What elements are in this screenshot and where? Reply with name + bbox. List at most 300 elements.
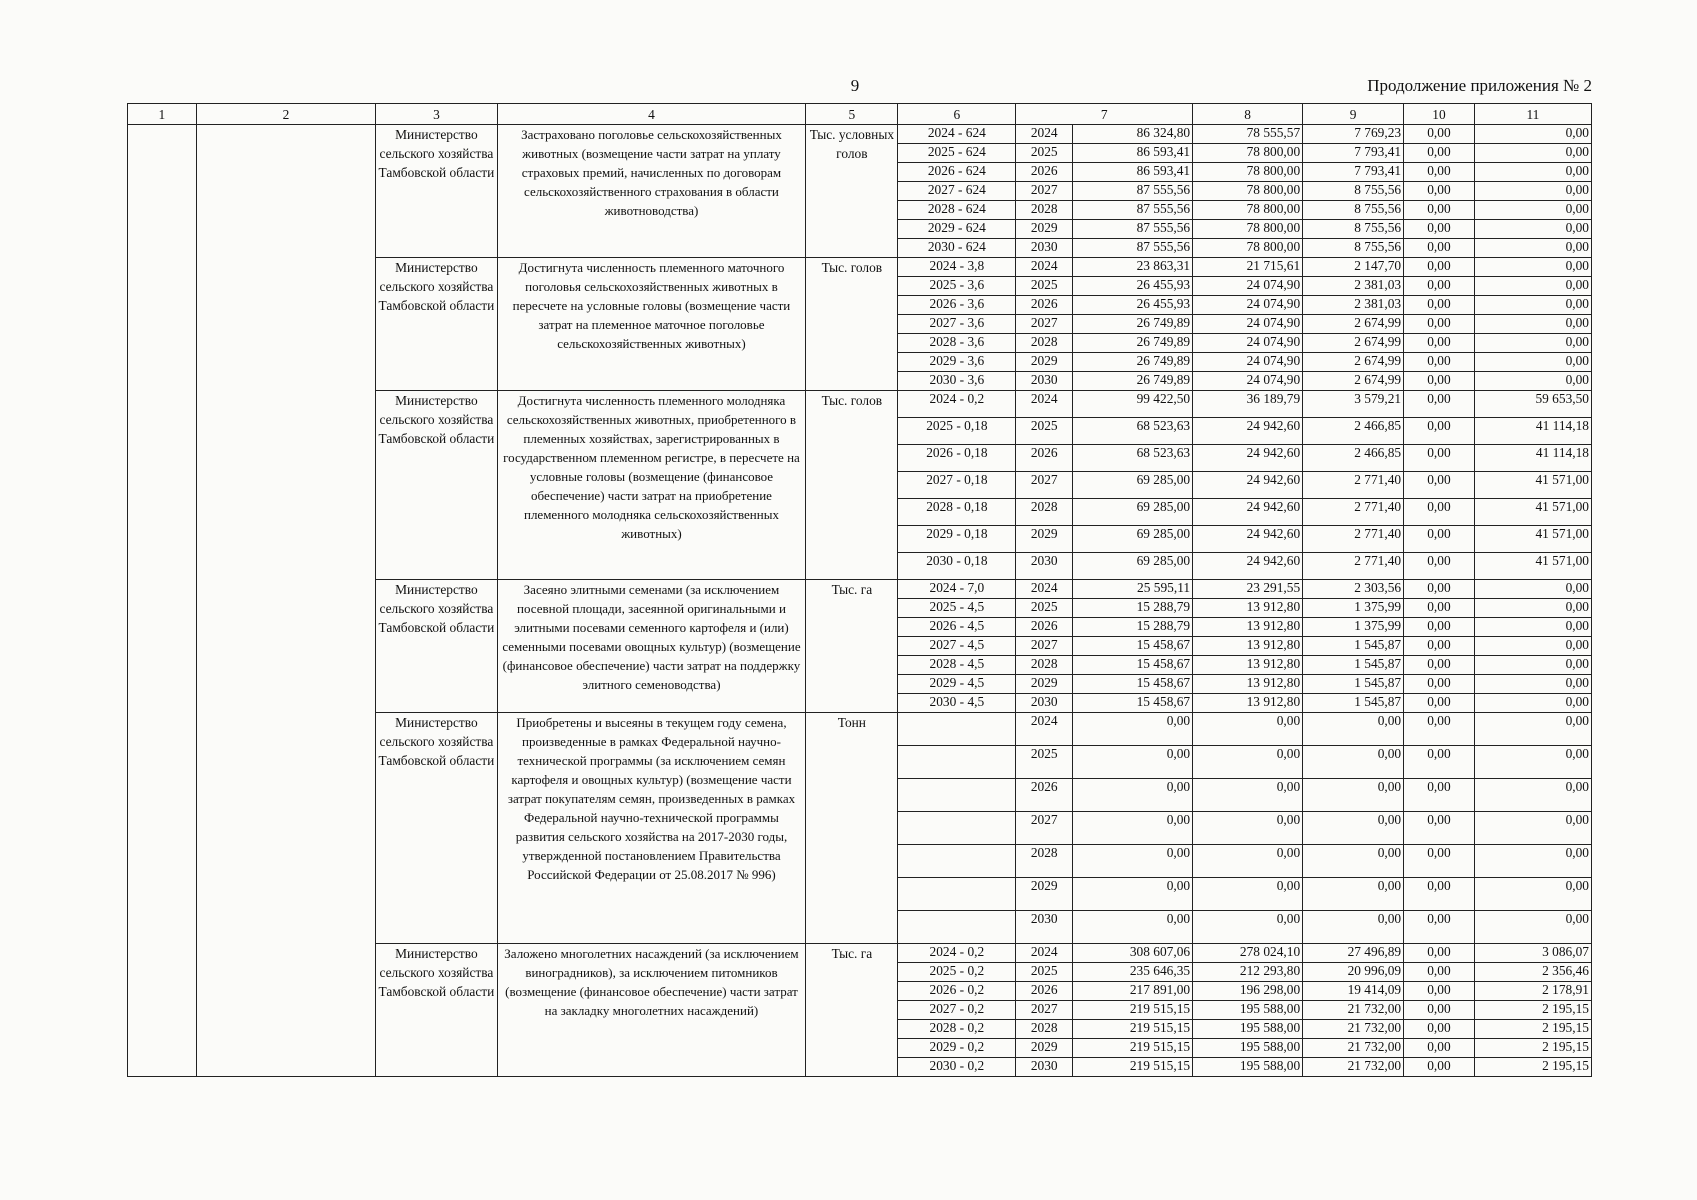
federal-budget-amount: 24 942,60 (1193, 472, 1303, 499)
year: 2029 (1016, 675, 1073, 694)
total-amount: 86 593,41 (1072, 163, 1192, 182)
local-budget-amount: 0,00 (1404, 372, 1475, 391)
total-amount: 0,00 (1072, 713, 1192, 746)
year: 2024 (1016, 258, 1073, 277)
federal-budget-amount: 24 074,90 (1193, 277, 1303, 296)
extrabudgetary-amount: 41 114,18 (1474, 418, 1591, 445)
local-budget-amount: 0,00 (1404, 144, 1475, 163)
column-header: 4 (497, 104, 806, 125)
extrabudgetary-amount: 2 195,15 (1474, 1058, 1591, 1077)
year: 2027 (1016, 637, 1073, 656)
indicator-description: Приобретены и высеяны в текущем году семена, произведенные в рамках Федеральной научно-технической программы (за исключением семян картофеля и овощных культур) (возмещение части затрат покупателям семян, произведенных в рамках Федеральной научно-технической программы развития сельского хозяйства на 2017-2030 годы, утвержденной постановлением Правительства Российской Федерации от 25.08.2017 № 996) (497, 713, 806, 944)
extrabudgetary-amount: 0,00 (1474, 372, 1591, 391)
federal-budget-amount: 24 942,60 (1193, 526, 1303, 553)
local-budget-amount: 0,00 (1404, 713, 1475, 746)
local-budget-amount: 0,00 (1404, 334, 1475, 353)
target-value: 2029 - 3,6 (898, 353, 1016, 372)
target-value (898, 878, 1016, 911)
federal-budget-amount: 24 074,90 (1193, 353, 1303, 372)
local-budget-amount: 0,00 (1404, 315, 1475, 334)
regional-budget-amount: 2 381,03 (1303, 296, 1404, 315)
target-value: 2030 - 0,18 (898, 553, 1016, 580)
regional-budget-amount: 1 545,87 (1303, 656, 1404, 675)
column-header: 6 (898, 104, 1016, 125)
federal-budget-amount: 0,00 (1193, 845, 1303, 878)
regional-budget-amount: 20 996,09 (1303, 963, 1404, 982)
target-value: 2025 - 4,5 (898, 599, 1016, 618)
indicator-description: Заложено многолетних насаждений (за исключением виноградников), за исключением питомников (возмещение (финансовое обеспечение) части затрат на закладку многолетних насаждений) (497, 944, 806, 1077)
year: 2026 (1016, 779, 1073, 812)
total-amount: 15 288,79 (1072, 599, 1192, 618)
target-value: 2024 - 0,2 (898, 944, 1016, 963)
total-amount: 219 515,15 (1072, 1058, 1192, 1077)
table-body (128, 125, 1592, 1077)
regional-budget-amount: 2 771,40 (1303, 553, 1404, 580)
federal-budget-amount: 21 715,61 (1193, 258, 1303, 277)
year: 2026 (1016, 296, 1073, 315)
total-amount: 69 285,00 (1072, 499, 1192, 526)
local-budget-amount: 0,00 (1404, 911, 1475, 944)
local-budget-amount: 0,00 (1404, 1001, 1475, 1020)
target-value: 2029 - 0,18 (898, 526, 1016, 553)
regional-budget-amount: 0,00 (1303, 713, 1404, 746)
target-value: 2029 - 624 (898, 220, 1016, 239)
total-amount: 26 455,93 (1072, 277, 1192, 296)
regional-budget-amount: 2 466,85 (1303, 445, 1404, 472)
local-budget-amount: 0,00 (1404, 1020, 1475, 1039)
year: 2030 (1016, 1058, 1073, 1077)
extrabudgetary-amount: 0,00 (1474, 746, 1591, 779)
regional-budget-amount: 2 771,40 (1303, 526, 1404, 553)
regional-budget-amount: 21 732,00 (1303, 1058, 1404, 1077)
regional-budget-amount: 0,00 (1303, 812, 1404, 845)
local-budget-amount: 0,00 (1404, 637, 1475, 656)
year: 2025 (1016, 746, 1073, 779)
local-budget-amount: 0,00 (1404, 472, 1475, 499)
extrabudgetary-amount: 2 356,46 (1474, 963, 1591, 982)
local-budget-amount: 0,00 (1404, 580, 1475, 599)
unit-of-measure: Тыс. га (806, 944, 898, 1077)
responsible-ministry: Министерство сельского хозяйства Тамбовской области (376, 944, 497, 1077)
local-budget-amount: 0,00 (1404, 296, 1475, 315)
regional-budget-amount: 19 414,09 (1303, 982, 1404, 1001)
extrabudgetary-amount: 0,00 (1474, 125, 1591, 144)
local-budget-amount: 0,00 (1404, 599, 1475, 618)
target-value: 2024 - 624 (898, 125, 1016, 144)
extrabudgetary-amount: 0,00 (1474, 353, 1591, 372)
federal-budget-amount: 78 800,00 (1193, 182, 1303, 201)
responsible-ministry: Министерство сельского хозяйства Тамбовской области (376, 258, 497, 391)
year: 2026 (1016, 445, 1073, 472)
year: 2026 (1016, 982, 1073, 1001)
total-amount: 87 555,56 (1072, 201, 1192, 220)
target-value: 2030 - 3,6 (898, 372, 1016, 391)
extrabudgetary-amount: 0,00 (1474, 144, 1591, 163)
total-amount: 69 285,00 (1072, 526, 1192, 553)
total-amount: 217 891,00 (1072, 982, 1192, 1001)
regional-budget-amount: 0,00 (1303, 845, 1404, 878)
total-amount: 308 607,06 (1072, 944, 1192, 963)
target-value: 2027 - 624 (898, 182, 1016, 201)
federal-budget-amount: 212 293,80 (1193, 963, 1303, 982)
federal-budget-amount: 24 074,90 (1193, 334, 1303, 353)
regional-budget-amount: 2 381,03 (1303, 277, 1404, 296)
extrabudgetary-amount: 0,00 (1474, 258, 1591, 277)
extrabudgetary-amount: 0,00 (1474, 277, 1591, 296)
target-value: 2026 - 0,2 (898, 982, 1016, 1001)
federal-budget-amount: 0,00 (1193, 746, 1303, 779)
year: 2027 (1016, 182, 1073, 201)
total-amount: 0,00 (1072, 746, 1192, 779)
target-value (898, 845, 1016, 878)
total-amount: 219 515,15 (1072, 1039, 1192, 1058)
target-value (898, 746, 1016, 779)
total-amount: 68 523,63 (1072, 445, 1192, 472)
extrabudgetary-amount: 41 571,00 (1474, 499, 1591, 526)
regional-budget-amount: 3 579,21 (1303, 391, 1404, 418)
regional-budget-amount: 0,00 (1303, 878, 1404, 911)
target-value: 2027 - 0,18 (898, 472, 1016, 499)
federal-budget-amount: 78 555,57 (1193, 125, 1303, 144)
responsible-ministry: Министерство сельского хозяйства Тамбовской области (376, 713, 497, 944)
year: 2029 (1016, 526, 1073, 553)
year: 2024 (1016, 391, 1073, 418)
unit-of-measure: Тыс. голов (806, 258, 898, 391)
target-value: 2028 - 4,5 (898, 656, 1016, 675)
local-budget-amount: 0,00 (1404, 553, 1475, 580)
federal-budget-amount: 78 800,00 (1193, 239, 1303, 258)
federal-budget-amount: 24 942,60 (1193, 553, 1303, 580)
regional-budget-amount: 1 545,87 (1303, 694, 1404, 713)
regional-budget-amount: 1 545,87 (1303, 637, 1404, 656)
year: 2027 (1016, 472, 1073, 499)
federal-budget-amount: 196 298,00 (1193, 982, 1303, 1001)
column-header: 5 (806, 104, 898, 125)
target-value: 2027 - 3,6 (898, 315, 1016, 334)
local-budget-amount: 0,00 (1404, 499, 1475, 526)
federal-budget-amount: 24 074,90 (1193, 372, 1303, 391)
regional-budget-amount: 7 769,23 (1303, 125, 1404, 144)
federal-budget-amount: 24 942,60 (1193, 499, 1303, 526)
local-budget-amount: 0,00 (1404, 618, 1475, 637)
regional-budget-amount: 0,00 (1303, 746, 1404, 779)
target-value: 2024 - 3,8 (898, 258, 1016, 277)
local-budget-amount: 0,00 (1404, 163, 1475, 182)
total-amount: 25 595,11 (1072, 580, 1192, 599)
total-amount: 0,00 (1072, 779, 1192, 812)
target-value (898, 911, 1016, 944)
federal-budget-amount: 36 189,79 (1193, 391, 1303, 418)
regional-budget-amount: 0,00 (1303, 911, 1404, 944)
extrabudgetary-amount: 0,00 (1474, 618, 1591, 637)
regional-budget-amount: 2 771,40 (1303, 499, 1404, 526)
year: 2030 (1016, 239, 1073, 258)
extrabudgetary-amount: 0,00 (1474, 656, 1591, 675)
local-budget-amount: 0,00 (1404, 1058, 1475, 1077)
target-value: 2030 - 0,2 (898, 1058, 1016, 1077)
extrabudgetary-amount: 0,00 (1474, 694, 1591, 713)
column-header: 7 (1016, 104, 1193, 125)
target-value (898, 713, 1016, 746)
local-budget-amount: 0,00 (1404, 656, 1475, 675)
extrabudgetary-amount: 0,00 (1474, 599, 1591, 618)
year: 2029 (1016, 220, 1073, 239)
extrabudgetary-amount: 59 653,50 (1474, 391, 1591, 418)
year: 2030 (1016, 553, 1073, 580)
total-amount: 26 749,89 (1072, 353, 1192, 372)
local-budget-amount: 0,00 (1404, 526, 1475, 553)
federal-budget-amount: 278 024,10 (1193, 944, 1303, 963)
extrabudgetary-amount: 0,00 (1474, 675, 1591, 694)
indicator-description: Застраховано поголовье сельскохозяйственных животных (возмещение части затрат на уплату страховых премий, начисленных по договорам сельскохозяйственного страхования в области животноводства) (497, 125, 806, 258)
column-1-cell (128, 125, 197, 1077)
regional-budget-amount: 2 303,56 (1303, 580, 1404, 599)
extrabudgetary-amount: 0,00 (1474, 315, 1591, 334)
column-header: 10 (1404, 104, 1475, 125)
local-budget-amount: 0,00 (1404, 878, 1475, 911)
regional-budget-amount: 2 674,99 (1303, 334, 1404, 353)
target-value: 2029 - 4,5 (898, 675, 1016, 694)
regional-budget-amount: 2 674,99 (1303, 315, 1404, 334)
federal-budget-amount: 24 942,60 (1193, 445, 1303, 472)
federal-budget-amount: 195 588,00 (1193, 1039, 1303, 1058)
regional-budget-amount: 8 755,56 (1303, 220, 1404, 239)
regional-budget-amount: 7 793,41 (1303, 144, 1404, 163)
regional-budget-amount: 27 496,89 (1303, 944, 1404, 963)
extrabudgetary-amount: 41 571,00 (1474, 472, 1591, 499)
regional-budget-amount: 21 732,00 (1303, 1001, 1404, 1020)
extrabudgetary-amount: 0,00 (1474, 201, 1591, 220)
local-budget-amount: 0,00 (1404, 746, 1475, 779)
regional-budget-amount: 8 755,56 (1303, 239, 1404, 258)
local-budget-amount: 0,00 (1404, 963, 1475, 982)
extrabudgetary-amount: 41 571,00 (1474, 553, 1591, 580)
extrabudgetary-amount: 0,00 (1474, 878, 1591, 911)
extrabudgetary-amount: 2 195,15 (1474, 1001, 1591, 1020)
responsible-ministry: Министерство сельского хозяйства Тамбовской области (376, 391, 497, 580)
extrabudgetary-amount: 2 195,15 (1474, 1020, 1591, 1039)
target-value: 2027 - 4,5 (898, 637, 1016, 656)
year: 2029 (1016, 1039, 1073, 1058)
column-header: 8 (1193, 104, 1303, 125)
local-budget-amount: 0,00 (1404, 201, 1475, 220)
column-header: 9 (1303, 104, 1404, 125)
federal-budget-amount: 78 800,00 (1193, 163, 1303, 182)
year: 2028 (1016, 334, 1073, 353)
target-value: 2026 - 4,5 (898, 618, 1016, 637)
year: 2025 (1016, 599, 1073, 618)
year: 2028 (1016, 845, 1073, 878)
local-budget-amount: 0,00 (1404, 445, 1475, 472)
year: 2030 (1016, 372, 1073, 391)
federal-budget-amount: 13 912,80 (1193, 694, 1303, 713)
regional-budget-amount: 7 793,41 (1303, 163, 1404, 182)
unit-of-measure: Тыс. га (806, 580, 898, 713)
local-budget-amount: 0,00 (1404, 675, 1475, 694)
regional-budget-amount: 2 147,70 (1303, 258, 1404, 277)
total-amount: 0,00 (1072, 812, 1192, 845)
year: 2028 (1016, 201, 1073, 220)
federal-budget-amount: 0,00 (1193, 911, 1303, 944)
local-budget-amount: 0,00 (1404, 239, 1475, 258)
year: 2024 (1016, 713, 1073, 746)
local-budget-amount: 0,00 (1404, 182, 1475, 201)
federal-budget-amount: 0,00 (1193, 878, 1303, 911)
column-header: 2 (196, 104, 376, 125)
year: 2024 (1016, 580, 1073, 599)
indicator-description: Достигнута численность племенного маточного поголовья сельскохозяйственных животных в пересчете на условные головы (возмещение части затрат на племенное маточное поголовье сельскохозяйственных животных) (497, 258, 806, 391)
total-amount: 15 458,67 (1072, 675, 1192, 694)
extrabudgetary-amount: 0,00 (1474, 845, 1591, 878)
target-value: 2024 - 0,2 (898, 391, 1016, 418)
local-budget-amount: 0,00 (1404, 779, 1475, 812)
total-amount: 68 523,63 (1072, 418, 1192, 445)
year: 2028 (1016, 1020, 1073, 1039)
federal-budget-amount: 78 800,00 (1193, 201, 1303, 220)
regional-budget-amount: 1 375,99 (1303, 599, 1404, 618)
regional-budget-amount: 21 732,00 (1303, 1020, 1404, 1039)
total-amount: 87 555,56 (1072, 182, 1192, 201)
extrabudgetary-amount: 0,00 (1474, 812, 1591, 845)
total-amount: 15 458,67 (1072, 694, 1192, 713)
column-2-cell (196, 125, 376, 1077)
extrabudgetary-amount: 41 114,18 (1474, 445, 1591, 472)
local-budget-amount: 0,00 (1404, 220, 1475, 239)
local-budget-amount: 0,00 (1404, 944, 1475, 963)
total-amount: 26 749,89 (1072, 372, 1192, 391)
local-budget-amount: 0,00 (1404, 694, 1475, 713)
federal-budget-amount: 78 800,00 (1193, 220, 1303, 239)
federal-budget-amount: 24 074,90 (1193, 296, 1303, 315)
extrabudgetary-amount: 0,00 (1474, 182, 1591, 201)
local-budget-amount: 0,00 (1404, 258, 1475, 277)
regional-budget-amount: 1 545,87 (1303, 675, 1404, 694)
total-amount: 87 555,56 (1072, 220, 1192, 239)
local-budget-amount: 0,00 (1404, 982, 1475, 1001)
year: 2028 (1016, 656, 1073, 675)
total-amount: 0,00 (1072, 845, 1192, 878)
extrabudgetary-amount: 0,00 (1474, 580, 1591, 599)
total-amount: 86 593,41 (1072, 144, 1192, 163)
federal-budget-amount: 195 588,00 (1193, 1001, 1303, 1020)
federal-budget-amount: 195 588,00 (1193, 1058, 1303, 1077)
page-number: 9 (850, 76, 860, 95)
extrabudgetary-amount: 0,00 (1474, 239, 1591, 258)
target-value: 2028 - 0,18 (898, 499, 1016, 526)
extrabudgetary-amount: 0,00 (1474, 713, 1591, 746)
year: 2025 (1016, 144, 1073, 163)
local-budget-amount: 0,00 (1404, 1039, 1475, 1058)
year: 2025 (1016, 277, 1073, 296)
extrabudgetary-amount: 0,00 (1474, 163, 1591, 182)
regional-budget-amount: 21 732,00 (1303, 1039, 1404, 1058)
target-value: 2026 - 0,18 (898, 445, 1016, 472)
target-value (898, 812, 1016, 845)
total-amount: 87 555,56 (1072, 239, 1192, 258)
target-value: 2030 - 624 (898, 239, 1016, 258)
responsible-ministry: Министерство сельского хозяйства Тамбовской области (376, 125, 497, 258)
target-value: 2025 - 3,6 (898, 277, 1016, 296)
federal-budget-amount: 0,00 (1193, 779, 1303, 812)
total-amount: 99 422,50 (1072, 391, 1192, 418)
federal-budget-amount: 78 800,00 (1193, 144, 1303, 163)
local-budget-amount: 0,00 (1404, 845, 1475, 878)
column-header: 3 (376, 104, 497, 125)
table-row (128, 125, 1592, 144)
target-value: 2028 - 0,2 (898, 1020, 1016, 1039)
extrabudgetary-amount: 2 195,15 (1474, 1039, 1591, 1058)
year: 2027 (1016, 1001, 1073, 1020)
extrabudgetary-amount: 0,00 (1474, 779, 1591, 812)
year: 2025 (1016, 963, 1073, 982)
total-amount: 69 285,00 (1072, 472, 1192, 499)
year: 2024 (1016, 944, 1073, 963)
year: 2025 (1016, 418, 1073, 445)
year: 2024 (1016, 125, 1073, 144)
total-amount: 15 288,79 (1072, 618, 1192, 637)
target-value: 2024 - 7,0 (898, 580, 1016, 599)
federal-budget-amount: 13 912,80 (1193, 599, 1303, 618)
local-budget-amount: 0,00 (1404, 418, 1475, 445)
year: 2030 (1016, 694, 1073, 713)
regional-budget-amount: 2 674,99 (1303, 372, 1404, 391)
appendix-continuation-note: Продолжение приложения № 2 (1367, 76, 1592, 95)
total-amount: 0,00 (1072, 911, 1192, 944)
year: 2030 (1016, 911, 1073, 944)
unit-of-measure: Тыс. условных голов (806, 125, 898, 258)
regional-budget-amount: 2 466,85 (1303, 418, 1404, 445)
column-number-row (128, 104, 1592, 125)
year: 2027 (1016, 315, 1073, 334)
regional-budget-amount: 2 674,99 (1303, 353, 1404, 372)
target-value (898, 779, 1016, 812)
target-value: 2026 - 624 (898, 163, 1016, 182)
local-budget-amount: 0,00 (1404, 812, 1475, 845)
total-amount: 0,00 (1072, 878, 1192, 911)
total-amount: 15 458,67 (1072, 637, 1192, 656)
extrabudgetary-amount: 0,00 (1474, 220, 1591, 239)
local-budget-amount: 0,00 (1404, 125, 1475, 144)
total-amount: 235 646,35 (1072, 963, 1192, 982)
federal-budget-amount: 195 588,00 (1193, 1020, 1303, 1039)
extrabudgetary-amount: 0,00 (1474, 911, 1591, 944)
total-amount: 23 863,31 (1072, 258, 1192, 277)
extrabudgetary-amount: 0,00 (1474, 334, 1591, 353)
federal-budget-amount: 13 912,80 (1193, 637, 1303, 656)
regional-budget-amount: 2 771,40 (1303, 472, 1404, 499)
target-value: 2025 - 0,18 (898, 418, 1016, 445)
year: 2028 (1016, 499, 1073, 526)
responsible-ministry: Министерство сельского хозяйства Тамбовской области (376, 580, 497, 713)
extrabudgetary-amount: 41 571,00 (1474, 526, 1591, 553)
federal-budget-amount: 0,00 (1193, 713, 1303, 746)
total-amount: 26 749,89 (1072, 315, 1192, 334)
total-amount: 219 515,15 (1072, 1001, 1192, 1020)
federal-budget-amount: 0,00 (1193, 812, 1303, 845)
target-value: 2025 - 624 (898, 144, 1016, 163)
indicator-description: Достигнута численность племенного молодняка сельскохозяйственных животных, приобретенного в племенных хозяйствах, зарегистрированных в государственном племенном регистре, в пересчете на условные головы (возмещение (финансовое обеспечение) части затрат на приобретение племенного молодняка сельскохозяйственных животных) (497, 391, 806, 580)
target-value: 2027 - 0,2 (898, 1001, 1016, 1020)
unit-of-measure: Тонн (806, 713, 898, 944)
unit-of-measure: Тыс. голов (806, 391, 898, 580)
federal-budget-amount: 13 912,80 (1193, 675, 1303, 694)
total-amount: 219 515,15 (1072, 1020, 1192, 1039)
local-budget-amount: 0,00 (1404, 353, 1475, 372)
total-amount: 26 749,89 (1072, 334, 1192, 353)
target-value: 2028 - 3,6 (898, 334, 1016, 353)
federal-budget-amount: 13 912,80 (1193, 618, 1303, 637)
federal-budget-amount: 13 912,80 (1193, 656, 1303, 675)
